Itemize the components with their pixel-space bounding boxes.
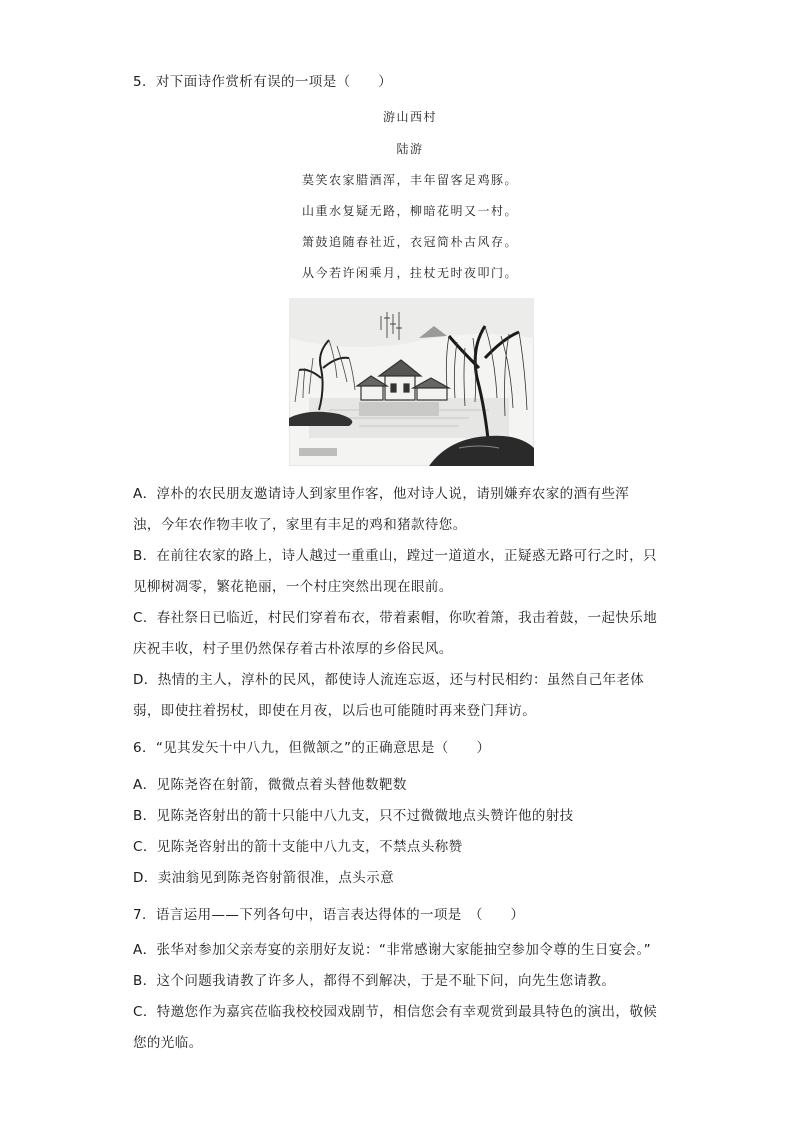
question-7-option-c: 您的光临。 [133,1035,203,1051]
poem-line: 山重水复疑无路，柳暗花明又一村。 [301,204,518,218]
poem-author: 陆游 [396,142,424,156]
question-5-option-b: 见柳树凋零，繁花艳丽，一个村庄突然出现在眼前。 [133,579,453,595]
question-7-stem: 7．语言运用——下列各句中，语言表达得体的一项是 （ ） [133,907,525,923]
question-6-option-c: C．见陈尧咨射出的箭十支能中八九支，不禁点头称赞 [133,839,463,855]
question-5-option-b: B．在前往农家的路上，诗人越过一重重山，蹚过一道道水，正疑惑无路可行之时，只 [133,548,657,564]
question-5-stem: 5．对下面诗作赏析有误的一项是（ ） [133,74,393,90]
question-7-option-a: A．张华对参加父亲寿宴的亲朋好友说：“非常感谢大家能抽空参加令尊的生日宴会。” [133,942,652,958]
poem-line: 莫笑农家腊酒浑，丰年留客足鸡豚。 [301,173,518,187]
question-6-option-b: B．见陈尧咨射出的箭十只能中八九支，只不过微微地点头赞许他的射技 [133,808,574,824]
question-6-option-a: A．见陈尧咨在射箭，微微点着头替他数靶数 [133,777,407,793]
question-5-option-c: 庆祝丰收，村子里仍然保存着古朴浓厚的乡俗民风。 [133,641,453,657]
question-5-option-a: A．淳朴的农民朋友邀请诗人到家里作客，他对诗人说，请别嫌弃农家的酒有些浑 [133,486,630,502]
question-5-option-d: 弱，即使拄着拐杖，即使在月夜，以后也可能随时再来登门拜访。 [133,703,537,719]
question-6-stem: 6．“见其发矢十中八九，但微颔之”的正确意思是（ ） [133,740,491,756]
question-6-option-d: D．卖油翁见到陈尧咨射箭很准，点头示意 [133,870,394,886]
question-5-option-d: D．热情的主人，淳朴的民风，都使诗人流连忘返，还与村民相约：虽然自己年老体 [133,672,645,688]
poem-line: 箫鼓追随春社近，衣冠简朴古风存。 [301,235,518,249]
ink-landscape-painting [289,298,534,466]
question-7-option-b: B．这个问题我请教了许多人，都得不到解决，于是不耻下问，向先生您请教。 [133,973,616,989]
question-7-option-c: C．特邀您作为嘉宾莅临我校校园戏剧节，相信您会有幸观赏到最具特色的演出，敬候 [133,1004,658,1020]
poem-title: 游山西村 [382,110,437,124]
poem-line: 从今若许闲乘月，拄杖无时夜叩门。 [301,266,518,280]
question-5-option-c: C．春社祭日已临近，村民们穿着布衣，带着素帽，你吹着箫，我击着鼓，一起快乐地 [133,610,658,626]
question-5-option-a: 浊，今年农作物丰收了，家里有丰足的鸡和猪款待您。 [133,517,467,533]
